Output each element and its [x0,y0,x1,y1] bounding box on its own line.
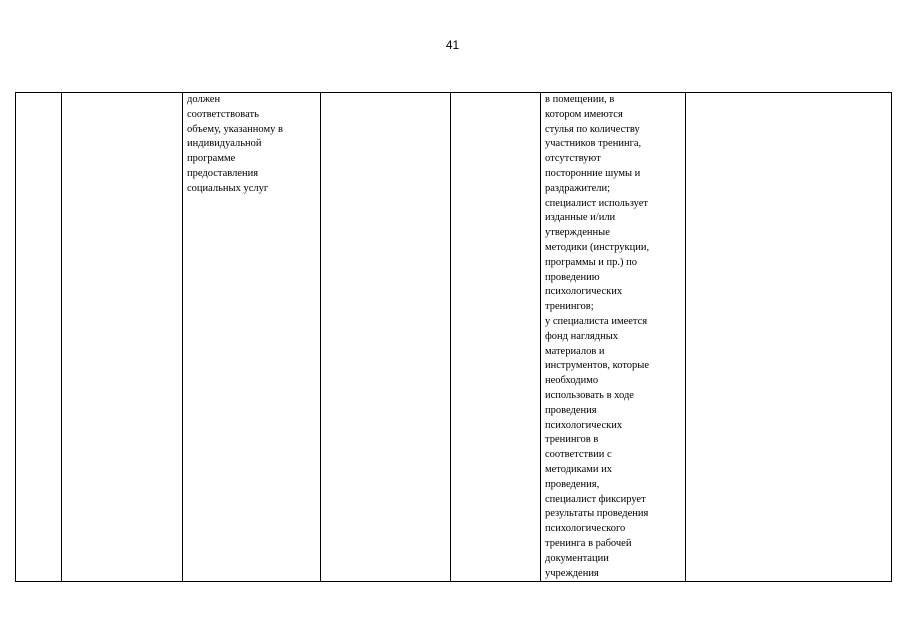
page-number: 41 [445,38,460,52]
table-cell-timing [321,93,451,582]
table-cell-service-description: должен соответствовать объему, указанному в индивидуальной программе предоставления социальных услуг [183,93,321,582]
table-row [16,93,892,582]
table-cell-quality-indicators: в помещении, в котором имеются стулья по количеству участников тренинга, отсутствуют посторонние шумы и раздражители; специалист использует изданные и/или утвержденные методики (инструкции, программы и пр.) по проведению психологических тренингов; у специалиста имеется фонд наглядных материалов и инструментов, которые необходимо использовать в ходе проведения психологических тренингов в соответствии с методиками их проведения, специалист фиксирует результаты проведения психологического тренинга в рабочей документации учреждения [541,93,686,582]
table-cell-conditions [686,93,892,582]
table-cell-number [16,93,62,582]
table-cell-service-name [62,93,183,582]
document-table [15,92,892,582]
table-cell-cost [451,93,541,582]
